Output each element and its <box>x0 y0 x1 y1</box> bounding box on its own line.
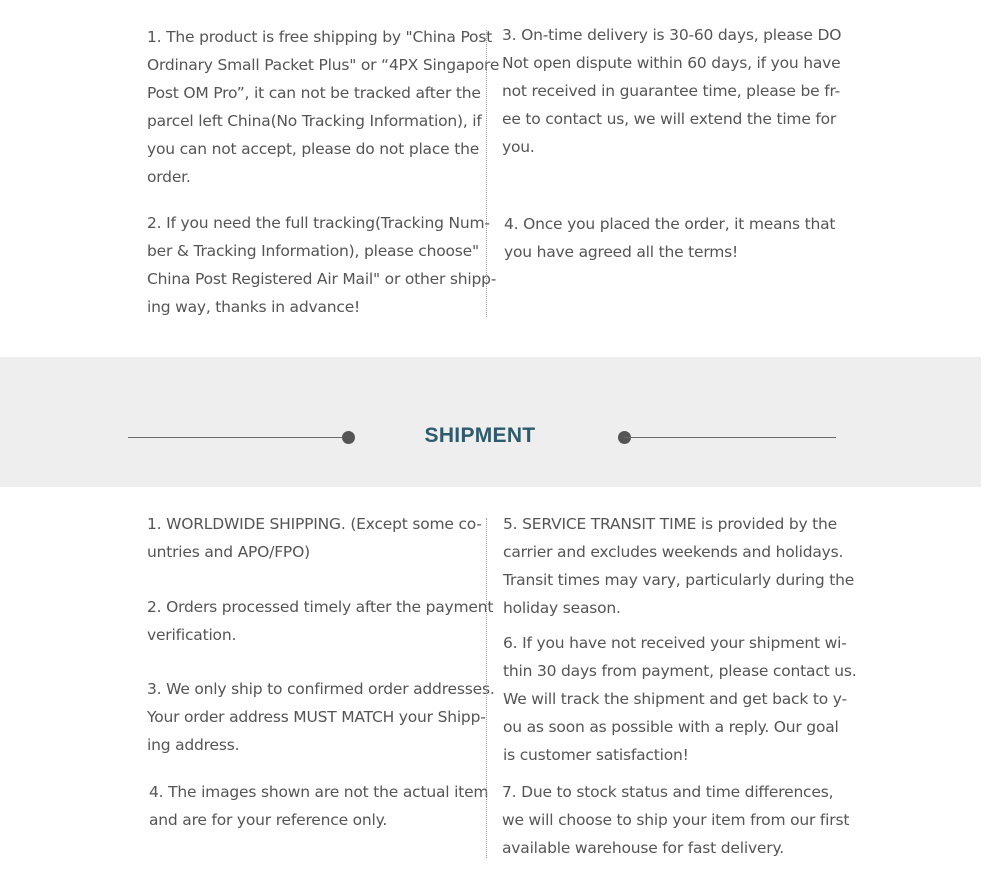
term-3: 3. On-time delivery is 30-60 days, please DO Not open dispute within 60 days, if you have not received in guarantee time, please be fr- ee to contact us, we will extend the time for you. <box>502 26 842 156</box>
shipment-item-6: 6. If you have not received your shipment wi- thin 30 days from payment, please contact us. We will track the shipment and get back to y- ou as soon as possible with a reply. Our goal is customer satisfaction! <box>503 634 857 764</box>
column-divider-top <box>486 30 487 317</box>
shipment-title: SHIPMENT <box>424 424 536 447</box>
header-left-dot-icon <box>342 431 355 444</box>
column-divider-bottom <box>486 518 487 858</box>
term-2: 2. If you need the full tracking(Tracking Num- ber & Tracking Information), please choose" China Post Registered Air Mail" or other shipp- ing way, thanks in advance! <box>147 214 497 316</box>
header-right-line <box>624 437 836 438</box>
shipment-item-2: 2. Orders processed timely after the payment verification. <box>147 598 494 644</box>
header-left-line <box>128 437 348 438</box>
shipment-item-4: 4. The images shown are not the actual item and are for your reference only. <box>149 783 489 829</box>
term-1: 1. The product is free shipping by "China Post Ordinary Small Packet Plus" or “4PX Singapore Post OM Pro”, it can not be tracked after the parcel left China(No Tracking Information), if you can not accept, please do not place the order. <box>147 28 500 186</box>
shipment-item-7: 7. Due to stock status and time differences, we will choose to ship your item from our first available warehouse for fast delivery. <box>502 783 850 857</box>
shipment-item-3: 3. We only ship to confirmed order addresses. Your order address MUST MATCH your Shipp- ing address. <box>147 680 495 754</box>
shipment-item-5: 5. SERVICE TRANSIT TIME is provided by the carrier and excludes weekends and holidays. Transit times may vary, particularly during the holiday season. <box>503 515 855 617</box>
term-4: 4. Once you placed the order, it means that you have agreed all the terms! <box>504 215 836 261</box>
shipment-item-1: 1. WORLDWIDE SHIPPING. (Except some co- untries and APO/FPO) <box>147 515 482 561</box>
